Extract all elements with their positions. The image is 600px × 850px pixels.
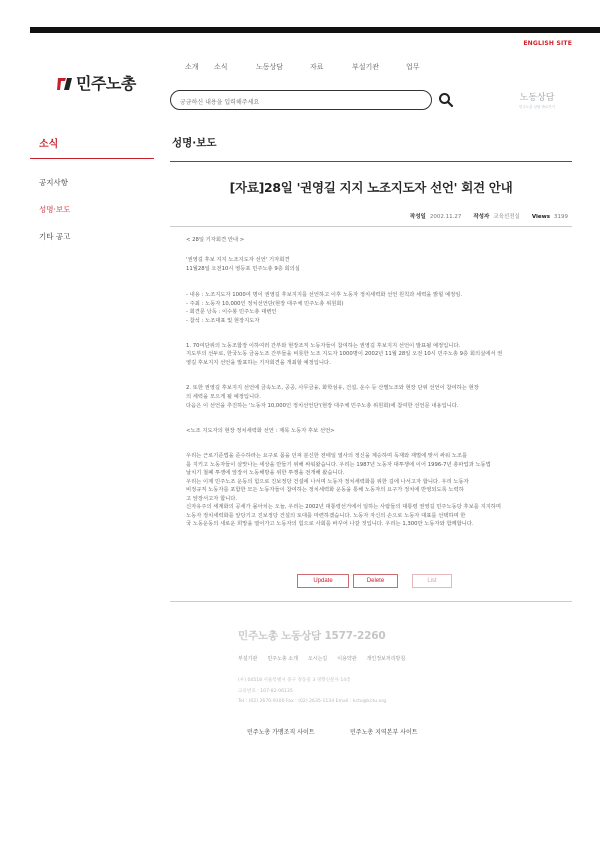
list-button[interactable]: List (412, 574, 452, 588)
footer-address: (우) 04518 서울특별시 중구 정동길 3 경향신문사 14층 (238, 678, 351, 683)
body-line: 국 노동운동의 새로운 희망을 열어가고 노동자의 힘으로 사회를 바꾸어 나갈 것입니다. 우리는 1,300만 노동자와 함께합니다. (186, 521, 474, 527)
search-input[interactable]: 궁금하신 내용을 입력해주세요 (170, 90, 432, 110)
footer-link-terms[interactable]: 이용약관 (337, 656, 357, 662)
footer-link-privacy[interactable]: 개인정보처리방침 (366, 656, 406, 662)
body-line: - 참석 : 노조대표 및 현장지도자 (186, 318, 260, 324)
body-line: 의 세력을 모으게 될 예정입니다. (186, 394, 261, 400)
footer-business-no: 고유번호 : 107-82-06135 (238, 689, 293, 694)
views-label: Views (531, 214, 550, 220)
footer-link-about[interactable]: 민주노총 소개 (267, 656, 298, 662)
body-line: - 회견문 낭독 : 이수봉 민주노총 대변인 (186, 309, 277, 315)
search-icon[interactable] (438, 92, 454, 108)
body-line: - 주최 : 노동자 10,000인 정치선언단(현장 대주체 민주노총 위원회) (186, 301, 344, 307)
nav-item-news[interactable]: 소식 (214, 63, 228, 71)
consult-subtitle: 민주노총 상담 바로가기 (519, 105, 556, 109)
article-title: [자료]28일 '권영길 지지 노조지도자 선언' 회견 안내 (229, 180, 513, 195)
body-line: 고 앞장서고자 합니다. (186, 496, 238, 502)
body-line: 1. 70여단위의 노동조합장 이하여러 간부와 현장조직 노동자들이 참여하는 권영길 후보지지 선언이 발표될 예정입니다. (186, 343, 461, 349)
body-line: 날치기 철폐 투쟁에 앞장서 노동해방을 위한 투쟁을 전개해 왔습니다. (186, 470, 345, 476)
body-line: 우리는 근로기준법을 준수하라는 요구로 몸을 던져 분신한 전태일 열사의 정신을 계승하며 독재와 재벌에 맞서 싸워 노조를 (186, 453, 468, 459)
body-line: 다음은 이 선언을 추진하는 '노동자 10,000인 정치선언단'(현장 대주체 민주노총 위원회)에 참여한 선언문 내용입니다. (186, 403, 459, 409)
kctu-logo-icon (57, 76, 73, 90)
nav-item-consult[interactable]: 노동상담 (256, 63, 284, 71)
author-value: 교육선전실 (493, 214, 520, 220)
body-line: 우리는 이제 민주노조 운동의 힘으로 진보정당 건설에 나서며 노동자 정치세력화를 위한 길에 나서고자 합니다. 우리 노동자 (186, 479, 469, 485)
body-line: < 28일 기자회견 안내 > (186, 237, 245, 243)
footer-title: 민주노총 노동상담 1577-2260 (238, 630, 386, 642)
footer-link-directions[interactable]: 오시는길 (307, 656, 328, 662)
nav-item-resources[interactable]: 자료 (310, 63, 324, 71)
article-meta (170, 212, 568, 220)
author-label: 작성자 (473, 214, 490, 220)
nav-item-affiliates[interactable]: 부설기관 (352, 63, 380, 71)
body-line: 영길 후보지지 선언을 발표하는 기자회견을 개최할 예정입니다. (186, 360, 331, 366)
regional-sites-link[interactable]: 민주노총 지역본부 사이트 (350, 729, 418, 736)
logo-text: 민주노총 (76, 74, 136, 93)
article-divider (170, 226, 572, 227)
page-title-divider (170, 161, 572, 162)
body-line: <노조 지도자의 현장 정치세력화 선언 : 제목 노동자 후보 선언> (186, 428, 335, 434)
top-bar (30, 27, 600, 33)
page-title: 성명·보도 (172, 137, 217, 149)
body-line: 2. 또한 권영길 후보지지 선언에 금속노조, 공공, 사무금융, 화학섬유, 건설, 운수 등 산별노조와 현장 단위 선언이 참여하는 현장 (186, 385, 479, 391)
sidebar-item-other-notices[interactable]: 기타 공고 (39, 232, 71, 241)
english-site-link[interactable]: ENGLISH SITE (523, 40, 572, 47)
update-button[interactable]: Update (297, 574, 349, 588)
content-bottom-divider (170, 601, 572, 602)
sidebar-item-statements[interactable]: 성명·보도 (39, 205, 71, 214)
sidebar-item-notices[interactable]: 공지사항 (39, 178, 68, 187)
body-line: '권영길 후보 지지 노조지도자 선언' 기자회견 (186, 257, 290, 263)
footer-contact: Tel : (02) 2670-9100 Fax : (02) 2635-1134 Email : kctu@kctu.org (238, 699, 387, 704)
date-value: 2002.11.27 (429, 214, 462, 220)
body-line: - 내용 : 노조지도자 1000여 명이 권영길 후보지지를 선언하고 이후 노동자 정치세력화 선언 원칙과 세력을 밝힐 예정임. (186, 292, 463, 298)
delete-button[interactable]: Delete (353, 574, 398, 588)
nav-item-intro[interactable]: 소개 (185, 63, 199, 71)
consult-title: 노동상담 (519, 93, 555, 103)
body-line: 11월28일 오전10시 영등포 민주노총 9층 회의실 (186, 266, 300, 272)
sidebar-title: 소식 (39, 139, 59, 150)
footer-link-affiliates[interactable]: 부설기관 (238, 656, 258, 662)
footer-links (238, 655, 415, 662)
body-line: 지도부의 선두로, 한국노동 금융노조 간부들을 비롯한 노조 지도자 1000명이 2002년 11월 28일 오전 10시 민주노총 9층 회의실에서 권 (186, 351, 503, 357)
main-nav (185, 62, 420, 72)
nav-item-work[interactable]: 업무 (406, 63, 420, 71)
body-line: 노동자 정치세력화를 앞당기고 진보정당 건설의 토대를 마련하겠습니다. 노동자 자신의 손으로 노동자 대표를 선택하며 한 (186, 513, 466, 519)
date-label: 작성일 (409, 214, 426, 220)
site-logo[interactable] (57, 71, 136, 94)
views-value: 3199 (554, 214, 568, 220)
labor-consult-link[interactable] (519, 90, 555, 110)
body-line: 신자유주의 세계화의 공세가 몰아치는 오늘, 우리는 2002년 대통령선거에서 일하는 사람들의 대통령 권영길 민주노동당 후보를 지지하며 (186, 504, 502, 510)
body-line: 비정규직 노동자를 포함한 모든 노동자들이 참여하는 정치세력화 운동을 통해 노동자의 요구가 정치에 반영되도록 노력하 (186, 487, 464, 493)
sidebar-divider (30, 158, 154, 159)
body-line: 를 지키고 노동자들이 살맛나는 세상을 만들기 위해 싸워왔습니다. 우리는 1987년 노동자 대투쟁에 이어 1996-7년 총파업과 노동법 (186, 462, 491, 468)
member-sites-link[interactable]: 민주노총 가맹조직 사이트 (247, 729, 315, 736)
